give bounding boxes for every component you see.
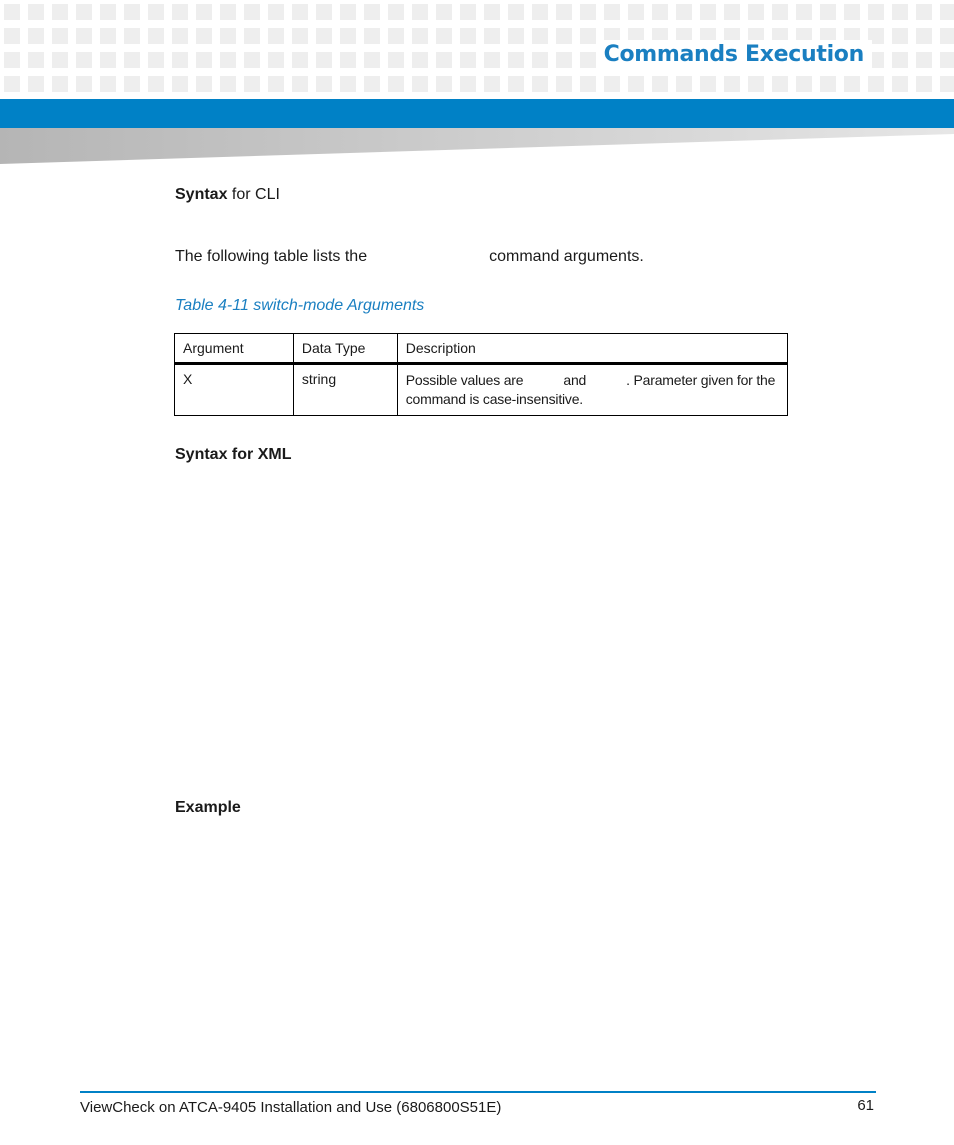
pattern-square [916, 28, 932, 44]
pattern-square [436, 28, 452, 44]
pattern-square [604, 4, 620, 20]
page-number: 61 [857, 1097, 874, 1114]
pattern-square [76, 4, 92, 20]
pattern-square [220, 4, 236, 20]
pattern-square [340, 4, 356, 20]
pattern-square [412, 4, 428, 20]
syntax-cli-suffix: for CLI [227, 186, 280, 203]
pattern-square [220, 76, 236, 92]
pattern-square [892, 4, 908, 20]
pattern-square [940, 28, 954, 44]
pattern-square [28, 52, 44, 68]
pattern-square [148, 28, 164, 44]
pattern-square [460, 76, 476, 92]
pattern-square [364, 28, 380, 44]
pattern-square [4, 4, 20, 20]
pattern-square [484, 4, 500, 20]
pattern-square [52, 28, 68, 44]
pattern-square [556, 28, 572, 44]
pattern-square [268, 52, 284, 68]
pattern-square [340, 76, 356, 92]
cell-data-type: string [293, 364, 397, 416]
pattern-square [940, 52, 954, 68]
pattern-square [52, 52, 68, 68]
pattern-square [172, 4, 188, 20]
pattern-square [532, 52, 548, 68]
pattern-square [292, 28, 308, 44]
pattern-square [652, 76, 668, 92]
pattern-square [460, 4, 476, 20]
pattern-square [4, 76, 20, 92]
arguments-table [174, 333, 788, 416]
pattern-square [316, 52, 332, 68]
syntax-label: Syntax [175, 186, 228, 203]
syntax-cli-heading [175, 186, 280, 204]
pattern-square [628, 4, 644, 20]
pattern-square [508, 4, 524, 20]
pattern-square [892, 76, 908, 92]
pattern-square [580, 76, 596, 92]
pattern-square [196, 28, 212, 44]
pattern-square [4, 28, 20, 44]
column-header-description: Description [397, 334, 787, 364]
pattern-square [940, 76, 954, 92]
pattern-square [580, 28, 596, 44]
pattern-square [436, 4, 452, 20]
table-row [175, 364, 788, 416]
pattern-square [868, 4, 884, 20]
pattern-square [316, 4, 332, 20]
pattern-square [220, 28, 236, 44]
pattern-square [340, 28, 356, 44]
pattern-square [292, 52, 308, 68]
pattern-square [28, 4, 44, 20]
pattern-square [772, 4, 788, 20]
pattern-square [436, 76, 452, 92]
pattern-square [556, 52, 572, 68]
pattern-square [724, 76, 740, 92]
pattern-square [412, 52, 428, 68]
pattern-square [556, 4, 572, 20]
header-blue-bar [0, 99, 954, 128]
pattern-square [364, 4, 380, 20]
pattern-square [172, 76, 188, 92]
pattern-square [916, 52, 932, 68]
header-grey-wedge [0, 128, 954, 164]
pattern-square [796, 76, 812, 92]
pattern-square [268, 28, 284, 44]
pattern-square [28, 28, 44, 44]
desc-part-1: Possible values are [405, 372, 524, 388]
pattern-square [292, 4, 308, 20]
pattern-square [388, 4, 404, 20]
pattern-square [580, 4, 596, 20]
pattern-square [436, 52, 452, 68]
pattern-square [700, 76, 716, 92]
pattern-square [724, 4, 740, 20]
pattern-square [916, 76, 932, 92]
pattern-square [316, 28, 332, 44]
pattern-square [76, 28, 92, 44]
desc-part-2: and [563, 372, 587, 388]
pattern-square [172, 28, 188, 44]
pattern-square [748, 76, 764, 92]
pattern-square [124, 28, 140, 44]
footer-rule [80, 1091, 876, 1093]
pattern-square [412, 28, 428, 44]
pattern-square [844, 76, 860, 92]
pattern-square [652, 4, 668, 20]
table-caption: Table 4-11 switch-mode Arguments [175, 297, 425, 314]
pattern-square [772, 76, 788, 92]
pattern-square [532, 76, 548, 92]
pattern-square [292, 76, 308, 92]
pattern-square [316, 76, 332, 92]
pattern-square [364, 52, 380, 68]
pattern-square [244, 76, 260, 92]
pattern-square [508, 52, 524, 68]
pattern-square [508, 76, 524, 92]
pattern-square [196, 52, 212, 68]
example-heading: Example [175, 799, 241, 816]
pattern-square [364, 76, 380, 92]
pattern-square [532, 4, 548, 20]
pattern-square [4, 52, 20, 68]
pattern-square [52, 76, 68, 92]
pattern-square [580, 52, 596, 68]
pattern-square [124, 52, 140, 68]
pattern-square [484, 52, 500, 68]
pattern-square [340, 52, 356, 68]
pattern-square [28, 76, 44, 92]
pattern-square [220, 52, 236, 68]
pattern-square [172, 52, 188, 68]
cell-description [397, 364, 787, 416]
pattern-square [916, 4, 932, 20]
pattern-square [628, 76, 644, 92]
pattern-square [388, 28, 404, 44]
pattern-square [244, 4, 260, 20]
pattern-square [940, 4, 954, 20]
pattern-square [700, 4, 716, 20]
cell-argument: X [175, 364, 294, 416]
pattern-square [748, 4, 764, 20]
pattern-square [124, 4, 140, 20]
pattern-square [268, 76, 284, 92]
intro-before: The following table lists the [175, 248, 368, 265]
pattern-square [412, 76, 428, 92]
desc-part-3: . Parameter given for the command is case-insensitive. [405, 372, 776, 407]
pattern-square [100, 76, 116, 92]
syntax-xml-heading: Syntax for XML [175, 446, 292, 463]
pattern-square [76, 52, 92, 68]
pattern-square [484, 28, 500, 44]
pattern-square [676, 76, 692, 92]
page-section-title: Commands Execution [596, 40, 872, 69]
intro-after: command arguments. [489, 248, 644, 265]
pattern-square [604, 76, 620, 92]
pattern-square [100, 4, 116, 20]
pattern-square [676, 4, 692, 20]
pattern-square [148, 76, 164, 92]
pattern-square [484, 76, 500, 92]
pattern-square [244, 28, 260, 44]
column-header-argument: Argument [175, 334, 294, 364]
pattern-square [556, 76, 572, 92]
pattern-square [388, 52, 404, 68]
pattern-square [196, 76, 212, 92]
pattern-square [892, 28, 908, 44]
pattern-square [820, 4, 836, 20]
pattern-square [388, 76, 404, 92]
pattern-square [508, 28, 524, 44]
intro-paragraph [175, 248, 644, 266]
footer-document-title: ViewCheck on ATCA-9405 Installation and Use (6806800S51E) [80, 1099, 502, 1116]
pattern-square [268, 4, 284, 20]
pattern-square [460, 52, 476, 68]
pattern-square [52, 4, 68, 20]
table-header-row [175, 334, 788, 364]
pattern-square [124, 76, 140, 92]
pattern-square [76, 76, 92, 92]
pattern-square [796, 4, 812, 20]
pattern-square [892, 52, 908, 68]
pattern-square [844, 4, 860, 20]
pattern-square [196, 4, 212, 20]
pattern-square [820, 76, 836, 92]
pattern-square [148, 52, 164, 68]
pattern-square [532, 28, 548, 44]
pattern-square [100, 28, 116, 44]
pattern-square [868, 76, 884, 92]
pattern-square [100, 52, 116, 68]
pattern-square [244, 52, 260, 68]
pattern-square [148, 4, 164, 20]
pattern-square [460, 28, 476, 44]
column-header-data-type: Data Type [293, 334, 397, 364]
